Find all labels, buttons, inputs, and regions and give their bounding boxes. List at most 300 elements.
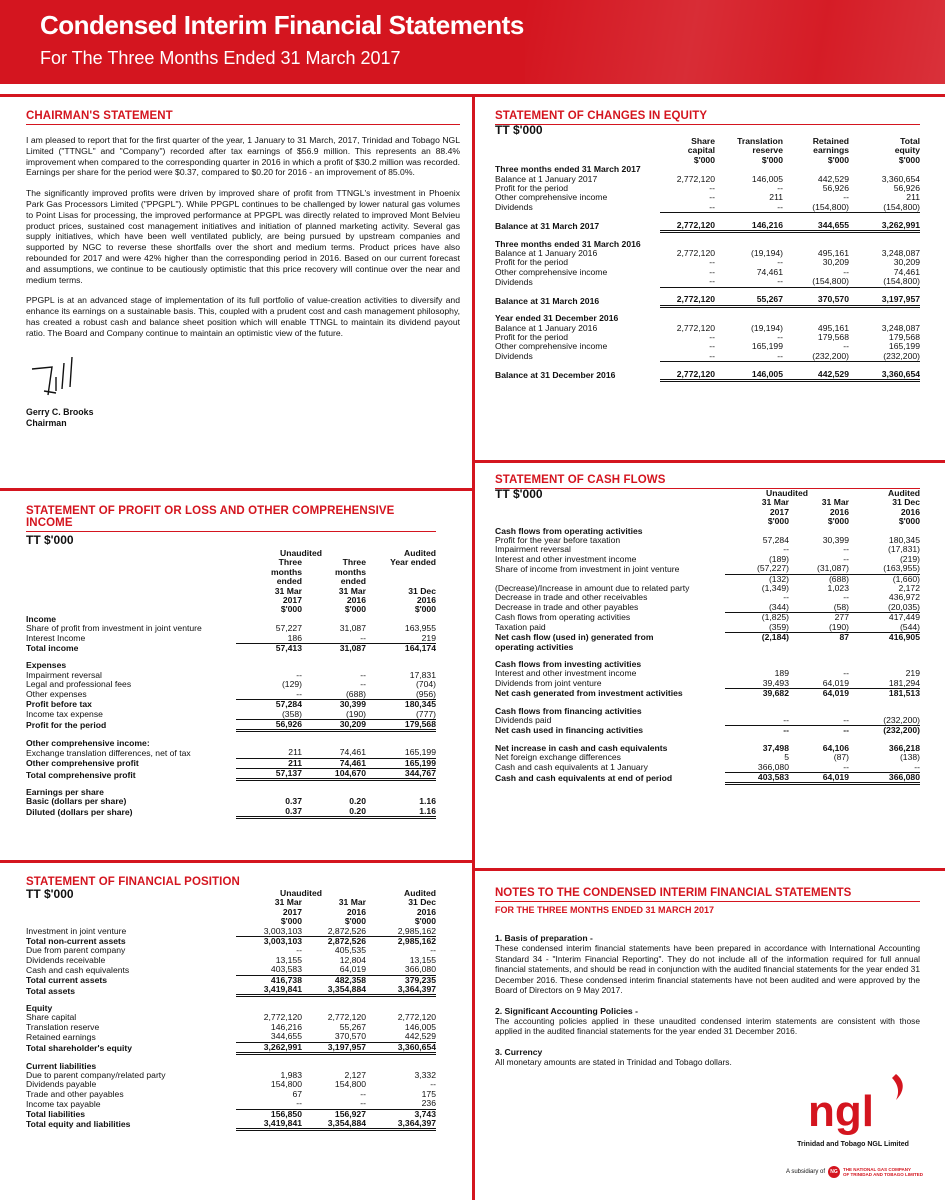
value-cell: -- (777, 183, 783, 194)
value-cell: 12,804 (339, 954, 366, 965)
value-cell: 165,199 (888, 341, 920, 352)
row-label: operating activities (495, 641, 574, 652)
value-cell: 3,332 (414, 1069, 436, 1080)
header-cell (366, 568, 436, 577)
value-cell: 186 (236, 634, 302, 644)
value-cell: (57,227) (725, 564, 789, 574)
row-label: Profit for the period (495, 257, 569, 268)
value-cell (366, 1054, 436, 1062)
table-header-row (495, 489, 920, 498)
row-label (495, 287, 660, 295)
value-cell: -- (715, 352, 783, 362)
table-row (495, 555, 920, 564)
header-cell: 2016 (829, 506, 849, 517)
header-cell: capital (687, 145, 715, 156)
chairman-statement (26, 110, 460, 429)
value-cell: 64,019 (789, 772, 849, 783)
row-label: Income tax expense (26, 709, 103, 719)
table-header-row (26, 549, 436, 558)
value-cell: 57,284 (762, 535, 789, 546)
header-cell: months (270, 566, 302, 577)
row-label: Diluted (dollars per share) (26, 807, 133, 818)
value-cell: (1,349) (761, 583, 789, 594)
row-label: Income (26, 613, 57, 624)
row-label: Three months ended 31 March 2016 (495, 238, 641, 249)
header-cell: 31 Dec (408, 897, 436, 908)
value-cell: 2,772,120 (327, 1012, 366, 1023)
value-cell: -- (430, 1079, 436, 1090)
header-cell: 31 Mar (821, 497, 849, 508)
value-cell: 3,248,087 (881, 248, 920, 259)
value-cell: 1.16 (366, 807, 436, 818)
page-subtitle: For The Three Months Ended 31 March 2017 (40, 48, 401, 68)
value-cell: (20,035) (849, 603, 920, 613)
table-row (26, 624, 436, 633)
row-label: Cash and cash equivalents at 1 January (495, 762, 648, 773)
row-label: Total assets (26, 985, 76, 996)
chairman-name: Gerry C. Brooks (26, 406, 94, 417)
value-cell: 211 (769, 192, 783, 203)
row-label: Net cash flow (used in) generated from (495, 632, 654, 643)
page-title: Condensed Interim Financial Statements (40, 10, 524, 40)
value-cell: -- (660, 352, 715, 362)
value-cell: 3,360,654 (849, 370, 920, 381)
value-cell: 366,218 (888, 742, 920, 753)
value-cell (725, 652, 789, 660)
value-cell: 3,354,884 (302, 985, 366, 996)
value-cell: 74,461 (302, 758, 366, 768)
value-cell: 3,360,654 (366, 1042, 436, 1053)
value-cell: 3,364,397 (366, 1119, 436, 1130)
header-cell: $'000 (827, 154, 849, 165)
row-label: Share capital (26, 1012, 77, 1023)
header-cell: Retained (812, 136, 849, 146)
value-cell: 436,972 (888, 592, 920, 603)
value-cell: 181,294 (849, 679, 920, 689)
header-cell (495, 137, 660, 146)
value-cell: -- (660, 277, 715, 287)
ngl-logo (778, 1068, 928, 1188)
row-label: Balance at 1 January 2016 (495, 248, 598, 259)
table-row (26, 1090, 436, 1099)
row-label: Total equity and liabilities (26, 1119, 131, 1130)
header-cell: equity (894, 145, 920, 156)
value-cell: -- (296, 669, 302, 680)
value-cell (789, 707, 849, 716)
value-cell (236, 731, 302, 739)
value-cell: 30,209 (822, 257, 849, 268)
value-cell (789, 699, 849, 707)
value-cell: 1,023 (827, 583, 849, 594)
value-cell: 3,354,884 (302, 1119, 366, 1130)
value-cell: 180,345 (888, 535, 920, 546)
value-cell: (232,200) (883, 725, 920, 736)
value-cell (725, 699, 789, 707)
table-row (26, 956, 436, 965)
value-cell: 3,419,841 (236, 1119, 302, 1130)
divider-top (0, 94, 945, 97)
divider-right-1 (475, 460, 945, 463)
row-label: Cash flows from operating activities (495, 612, 631, 623)
notes-subtitle: FOR THE THREE MONTHS ENDED 31 MARCH 2017 (495, 905, 715, 915)
row-label (26, 996, 236, 1004)
value-cell: 64,019 (822, 688, 849, 699)
value-cell: 13,155 (409, 954, 436, 965)
row-label: Balance at 1 January 2017 (495, 173, 598, 184)
value-cell: 180,345 (404, 699, 436, 710)
row-label: Dividends (495, 276, 533, 287)
table-row (495, 295, 920, 306)
value-cell: (132) (768, 573, 789, 584)
row-label: Equity (26, 1002, 53, 1013)
value-cell: 146,005 (404, 1021, 436, 1032)
value-cell (660, 306, 715, 314)
row-label: Balance at 31 March 2017 (495, 221, 600, 232)
value-cell: 0.20 (349, 796, 366, 807)
row-label: Net cash generated from investment activities (495, 688, 683, 699)
table-row (26, 1023, 436, 1032)
header-cell: reserve (752, 145, 783, 156)
table-row (495, 277, 920, 287)
header-cell: Audited (888, 488, 920, 498)
row-label (495, 213, 660, 221)
table-header-row (26, 908, 436, 917)
row-label: Dividends payable (26, 1079, 97, 1090)
value-cell: -- (660, 203, 715, 213)
value-cell: 156,850 (270, 1108, 302, 1119)
header-cell: $'000 (414, 916, 436, 927)
table-row (495, 342, 920, 351)
table-row (26, 653, 436, 661)
value-cell (789, 643, 849, 652)
header-cell: Three (342, 557, 366, 568)
value-cell: 211 (236, 758, 302, 768)
value-cell: 146,216 (270, 1021, 302, 1032)
value-cell (783, 232, 849, 240)
value-cell: -- (709, 257, 715, 268)
header-cell: 2017 (282, 595, 302, 606)
header-cell: Translation (737, 136, 783, 146)
value-cell: 0.37 (236, 807, 302, 818)
value-cell: 30,209 (302, 719, 366, 730)
value-cell: 56,926 (822, 183, 849, 194)
value-cell: 74,461 (756, 266, 783, 277)
pl-title: STATEMENT OF PROFIT OR LOSS AND OTHER COMPREHENSIVE INCOME (26, 505, 436, 532)
ce-unit: TT $'000 (495, 123, 543, 137)
value-cell: -- (236, 1099, 302, 1109)
value-cell: 179,568 (817, 331, 849, 342)
header-cell (26, 549, 236, 558)
table-row (26, 927, 436, 937)
value-cell: 164,174 (404, 643, 436, 654)
value-cell: 2,872,526 (302, 927, 366, 937)
table-header-row (26, 898, 436, 907)
value-cell (302, 653, 366, 661)
table-header-row (26, 577, 436, 586)
value-cell: 154,800 (270, 1079, 302, 1090)
table-row (495, 268, 920, 277)
table-row (26, 719, 436, 730)
value-cell: -- (783, 725, 789, 736)
row-label: Total income (26, 643, 79, 654)
value-cell: -- (843, 341, 849, 352)
table-row (26, 1109, 436, 1119)
value-cell: (1,825) (761, 612, 789, 623)
row-label: Total shareholder's equity (26, 1043, 132, 1054)
row-label: Retained earnings (26, 1031, 96, 1042)
value-cell: -- (715, 277, 783, 287)
table-row (26, 680, 436, 689)
value-cell: 416,738 (270, 974, 302, 985)
value-cell: -- (849, 763, 920, 773)
value-cell (236, 653, 302, 661)
value-cell: (956) (366, 690, 436, 700)
value-cell: 30,399 (339, 699, 366, 710)
value-cell (302, 731, 366, 739)
value-cell: 370,570 (783, 295, 849, 306)
value-cell: (344) (725, 603, 789, 613)
value-cell: (154,800) (849, 277, 920, 287)
value-cell: 344,655 (783, 221, 849, 232)
table-row (495, 221, 920, 232)
note-text: The accounting policies applied in these unaudited condensed interim statements are consistent with those applied in the audited financial statements for the year ended 31 December 2016. (495, 1015, 920, 1036)
table-row (26, 996, 436, 1004)
table-row (26, 748, 436, 758)
value-cell: 39,493 (725, 679, 789, 689)
value-cell: (58) (789, 603, 849, 613)
row-label: Dividends (495, 351, 533, 362)
header-cell: 2017 (769, 506, 789, 517)
value-cell: -- (789, 716, 849, 726)
header-cell: months (334, 566, 366, 577)
value-cell: 165,199 (366, 748, 436, 758)
chairman-paragraph: I am pleased to report that for the first quarter of the year, 1 January to 31 March, 2017, Trinidad and Tobago NGL Limited ("TTNGL" and "Company") recorded after tax earnings of $56.9 million. This represents an 88.4% improvement when compared to the corresponding quarter in 2016 in which a profit of $30.2 million was recorded. Earnings per share for the period were $0.37, compared to $0.20 for 2016 - an improvement of 85.0%. (26, 135, 460, 178)
value-cell: (154,800) (783, 203, 849, 213)
table-row (26, 985, 436, 996)
value-cell: 64,106 (822, 742, 849, 753)
cf-table (495, 489, 920, 785)
notes-title: NOTES TO THE CONDENSED INTERIM FINANCIAL STATEMENTS (495, 887, 920, 902)
value-cell: -- (302, 1099, 366, 1109)
value-cell: 179,568 (888, 331, 920, 342)
value-cell (236, 1054, 302, 1062)
header-cell: $'000 (761, 154, 783, 165)
value-cell: (189) (768, 553, 789, 564)
row-label: Dividends receivable (26, 954, 106, 965)
value-cell: -- (360, 669, 366, 680)
row-label: Profit for the period (26, 720, 107, 731)
value-cell: 442,529 (366, 1032, 436, 1042)
header-cell: $'000 (344, 604, 366, 615)
row-label: Total liabilities (26, 1108, 86, 1119)
value-cell: 156,927 (334, 1108, 366, 1119)
value-cell: -- (783, 592, 789, 603)
row-label: Share of profit from investment in joint venture (26, 623, 202, 634)
value-cell: 3,262,991 (849, 221, 920, 232)
table-row (26, 965, 436, 975)
value-cell: 495,161 (817, 322, 849, 333)
ngl-logo-mark (778, 1068, 928, 1138)
value-cell: 3,262,991 (236, 1042, 302, 1053)
value-cell: 1.16 (419, 796, 436, 807)
header-cell: 2016 (416, 906, 436, 917)
header-cell (26, 908, 236, 917)
row-label: Share of income from investment in joint venture (495, 563, 680, 574)
divider-right-2 (475, 868, 945, 871)
value-cell: -- (709, 341, 715, 352)
value-cell (849, 306, 920, 314)
row-label: Profit for the period (495, 183, 569, 194)
row-label: Profit for the period (495, 331, 569, 342)
value-cell: 0.37 (285, 796, 302, 807)
value-cell: (190) (789, 623, 849, 633)
table-header-row (495, 498, 920, 507)
value-cell (236, 780, 302, 788)
table-row (26, 758, 436, 768)
value-cell: (358) (236, 710, 302, 720)
value-cell: 165,199 (751, 341, 783, 352)
row-label: Cash flows from operating activities (495, 525, 643, 536)
header-cell: ended (340, 576, 366, 587)
value-cell: 13,155 (275, 954, 302, 965)
value-cell: 165,199 (366, 758, 436, 768)
value-cell: 179,568 (366, 719, 436, 730)
value-cell: (163,955) (849, 564, 920, 574)
row-label: Interest and other investment income (495, 668, 637, 679)
header-cell: $'000 (767, 516, 789, 527)
table-row (26, 1042, 436, 1053)
row-label: Taxation paid (495, 622, 546, 633)
row-label: Other comprehensive income (495, 341, 608, 352)
header-cell: 2016 (346, 595, 366, 606)
value-cell: 1,983 (280, 1069, 302, 1080)
header-cell: ended (276, 576, 302, 587)
header-cell: Audited (404, 888, 436, 898)
value-cell: 163,955 (404, 623, 436, 634)
header-cell: Year ended (390, 557, 436, 568)
divider-left-2 (0, 860, 472, 863)
value-cell: -- (843, 725, 849, 736)
value-cell: 2,772,120 (263, 1012, 302, 1023)
cf-title: STATEMENT OF CASH FLOWS (495, 474, 920, 489)
value-cell: -- (843, 544, 849, 555)
value-cell: 366,080 (366, 965, 436, 975)
header-cell (26, 596, 236, 605)
value-cell: 30,399 (822, 535, 849, 546)
note-heading: 2. Significant Accounting Policies - (495, 1005, 638, 1016)
value-cell: 64,019 (789, 679, 849, 689)
header-cell: 2016 (900, 506, 920, 517)
value-cell: (544) (849, 623, 920, 633)
header-cell: $'000 (693, 154, 715, 165)
column-divider (472, 94, 475, 1200)
row-label: Other comprehensive income (495, 192, 608, 203)
value-cell: 64,019 (302, 965, 366, 975)
note-text: All monetary amounts are stated in Trinidad and Tobago dollars. (495, 1056, 732, 1067)
row-label: Decrease in trade and other payables (495, 602, 639, 613)
table-row (495, 603, 920, 613)
company-name: Trinidad and Tobago NGL Limited (797, 1141, 909, 1148)
value-cell: 366,080 (849, 772, 920, 783)
table-row (26, 807, 436, 818)
table-row (26, 797, 436, 806)
table-header-row (26, 889, 436, 898)
value-cell: 344,655 (236, 1032, 302, 1042)
table-header-row (495, 508, 920, 517)
cf-unit: TT $'000 (495, 487, 543, 501)
header-cell: Unaudited (279, 548, 322, 558)
value-cell: 236 (366, 1099, 436, 1109)
value-cell: -- (843, 553, 849, 564)
subsidiary-line (778, 1166, 928, 1178)
row-label: Interest Income (26, 633, 86, 644)
pl-table (26, 549, 436, 819)
value-cell: 2,985,162 (397, 936, 436, 947)
row-label: Basic (dollars per share) (26, 796, 127, 807)
parent-company-line: THE NATIONAL GAS COMPANY (843, 1167, 912, 1172)
header-cell: $'000 (344, 916, 366, 927)
value-cell (366, 780, 436, 788)
row-label: Translation reserve (26, 1021, 100, 1032)
table-row (495, 203, 920, 213)
header-cell: 2016 (416, 595, 436, 606)
value-cell: 2,872,526 (327, 936, 366, 947)
notes-section (495, 887, 920, 1067)
header-cell: 31 Mar (761, 497, 789, 508)
note-text: These condensed interim financial statements have been prepared in accordance with International Accounting Standard 34 - "Interim Financial Reporting". They do not include all of the information required for full annual financial statements, and should be read in conjunction with the audited financial statements for the year ended 31 December 2016. These condensed interim financial statements have not been audited and were approved by the Board of Directors on 9 May 2017. (495, 943, 920, 995)
value-cell (849, 699, 920, 707)
value-cell (366, 731, 436, 739)
value-cell: 3,248,087 (881, 322, 920, 333)
row-label: Net foreign exchange differences (495, 752, 621, 763)
value-cell: -- (709, 331, 715, 342)
value-cell: 277 (834, 612, 849, 623)
value-cell: 146,005 (715, 370, 783, 381)
value-cell: 2,772,120 (660, 221, 715, 232)
row-label: Decrease in trade and other receivables (495, 592, 648, 603)
value-cell (725, 643, 789, 652)
row-label: Balance at 31 December 2016 (495, 370, 616, 381)
row-label: Other expenses (26, 689, 87, 700)
table-header-row (26, 587, 436, 596)
value-cell: (232,200) (849, 352, 920, 362)
value-cell: 57,227 (275, 623, 302, 634)
value-cell (715, 232, 783, 240)
cash-flows-statement (495, 474, 920, 785)
value-cell: -- (777, 331, 783, 342)
row-label: Balance at 31 March 2016 (495, 295, 600, 306)
fp-title: STATEMENT OF FINANCIAL POSITION (26, 876, 240, 888)
row-label: Other comprehensive profit (26, 758, 139, 769)
fp-table (26, 889, 436, 1131)
value-cell: -- (360, 1088, 366, 1099)
value-cell: 31,087 (339, 643, 366, 654)
header-cell: Audited (404, 548, 436, 558)
value-cell: 2,772,120 (660, 370, 715, 381)
value-cell: (17,831) (887, 544, 920, 555)
row-label: Balance at 1 January 2016 (495, 322, 598, 333)
header-cell (26, 558, 236, 567)
value-cell: 3,003,103 (236, 927, 302, 937)
row-label: Legal and professional fees (26, 679, 132, 690)
header-cell: 31 Mar (338, 585, 366, 596)
table-row (26, 634, 436, 644)
value-cell: 403,583 (725, 772, 789, 783)
table-row (26, 739, 436, 748)
chairman-title: CHAIRMAN'S STATEMENT (26, 110, 460, 125)
signature-image (26, 347, 106, 402)
table-header-row (26, 568, 436, 577)
